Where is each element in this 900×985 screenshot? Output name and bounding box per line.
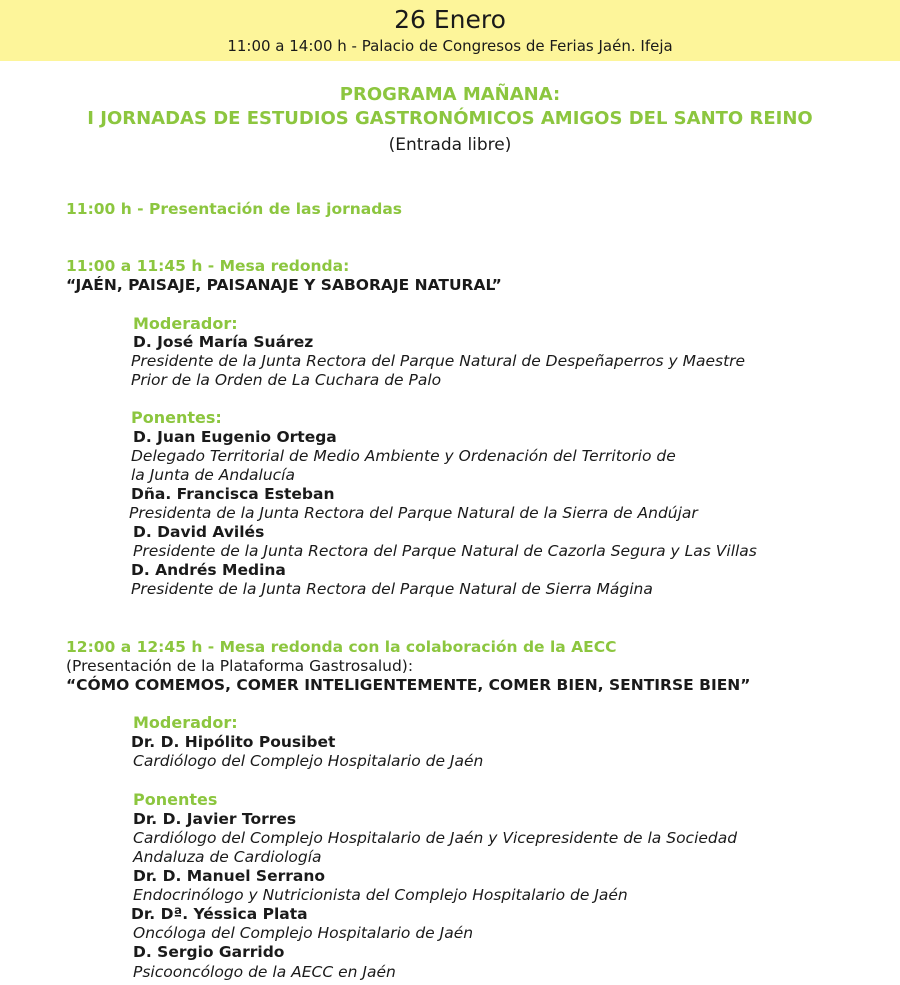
session-2-moderator-role-2: Prior de la Orden de La Cuchara de Palo: [131, 371, 442, 389]
speaker-name: D. Juan Eugenio Ortega: [133, 428, 337, 446]
session-3-subtitle: (Presentación de la Plataforma Gastrosalud):: [66, 657, 414, 675]
session-3-moderator-name: Dr. D. Hipólito Pousibet: [131, 733, 336, 751]
speaker-name: Dr. D. Manuel Serrano: [133, 867, 326, 885]
program-title: PROGRAMA MAÑANA:: [339, 84, 561, 105]
speaker-name: D. David Avilés: [133, 523, 265, 541]
entrance-note: (Entrada libre): [388, 135, 512, 155]
session-2-moderator-label: Moderador:: [133, 314, 238, 333]
program-subtitle: I JORNADAS DE ESTUDIOS GASTRONÓMICOS AMIGOS DEL SANTO REINO: [87, 108, 813, 129]
session-2-speakers-label: Ponentes:: [131, 408, 222, 427]
speaker-role: la Junta de Andalucía: [131, 466, 295, 484]
session-2-moderator-name: D. José María Suárez: [133, 333, 314, 351]
speaker-role: Oncóloga del Complejo Hospitalario de Jaén: [133, 924, 474, 942]
session-2-topic: “JAÉN, PAISAJE, PAISANAJE Y SABORAJE NATURAL”: [66, 276, 502, 294]
session-3-moderator-label: Moderador:: [133, 713, 238, 732]
speaker-name: Dña. Francisca Esteban: [131, 485, 335, 503]
session-2-moderator-role: Presidente de la Junta Rectora del Parque Natural de Despeñaperros y Maestre: [131, 352, 746, 370]
speaker-name: Dr. Dª. Yéssica Plata: [131, 905, 308, 923]
speaker-name: D. Andrés Medina: [131, 561, 286, 579]
speaker-role: Andaluza de Cardiología: [133, 848, 322, 866]
speaker-role: Psicooncólogo de la AECC en Jaén: [133, 963, 396, 981]
session-3-moderator-role: Cardiólogo del Complejo Hospitalario de Jaén: [133, 752, 484, 770]
speaker-role: Delegado Territorial de Medio Ambiente y Ordenación del Territorio de: [131, 447, 676, 465]
speaker-name: D. Sergio Garrido: [133, 943, 285, 961]
event-date: 26 Enero: [394, 5, 506, 34]
speaker-name: Dr. D. Javier Torres: [133, 810, 297, 828]
speaker-role: Presidente de la Junta Rectora del Parque Natural de Cazorla Segura y Las Villas: [133, 542, 757, 560]
session-3-speakers-label: Ponentes: [133, 790, 218, 809]
speaker-role: Presidente de la Junta Rectora del Parque Natural de Sierra Mágina: [131, 580, 653, 598]
speaker-role: Endocrinólogo y Nutricionista del Complejo Hospitalario de Jaén: [133, 886, 628, 904]
session-1-time: 11:00 h - Presentación de las jornadas: [66, 200, 403, 218]
session-2-time: 11:00 a 11:45 h - Mesa redonda:: [66, 257, 350, 275]
session-3-time: 12:00 a 12:45 h - Mesa redonda con la colaboración de la AECC: [66, 638, 617, 656]
speaker-role: Cardiólogo del Complejo Hospitalario de Jaén y Vicepresidente de la Sociedad: [133, 829, 738, 847]
event-venue: 11:00 a 14:00 h - Palacio de Congresos de Ferias Jaén. Ifeja: [227, 37, 673, 55]
session-3-topic: “CÓMO COMEMOS, COMER INTELIGENTEMENTE, COMER BIEN, SENTIRSE BIEN”: [66, 676, 751, 694]
speaker-role: Presidenta de la Junta Rectora del Parque Natural de la Sierra de Andújar: [129, 504, 698, 522]
